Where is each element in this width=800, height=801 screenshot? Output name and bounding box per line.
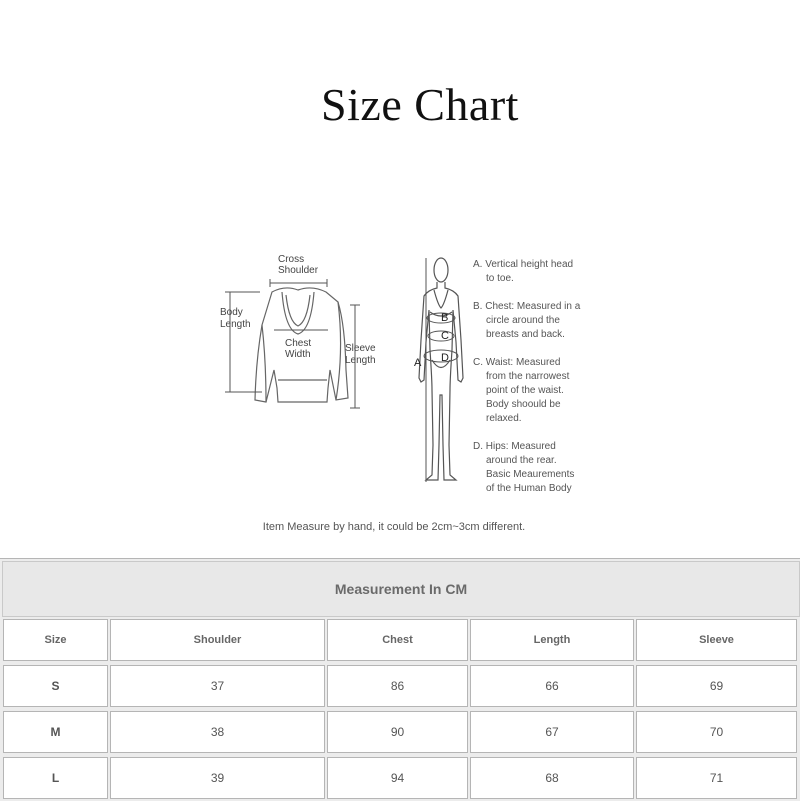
table-cell: L [3,757,108,799]
letter-b: B [441,312,449,324]
letter-a: A [414,357,422,369]
measurement-diagram [0,230,800,510]
table-cell: 70 [636,711,797,753]
table-header-cell: Size [3,619,108,661]
sleeve-length-label: Sleeve [345,343,376,354]
table-header-cell: Sleeve [636,619,797,661]
table-cell: S [3,665,108,707]
body-length-label: Body [220,307,243,318]
table-cell: M [3,711,108,753]
note-line: Basic Meaurements [486,469,575,480]
measurement-notes [473,259,581,494]
note-line: of the Human Body [486,483,572,494]
note-line: Body shoould be [486,399,561,410]
note-line: around the rear. [486,455,557,466]
table-header-cell: Length [470,619,634,661]
note-line: from the narrowest [486,371,570,382]
note-line: A. Vertical height head [473,259,574,270]
note-line: to toe. [486,273,514,284]
table-cell: 67 [470,711,634,753]
note-line: breasts and back. [486,329,565,340]
table-caption: Measurement In CM [2,561,800,617]
letter-d: D [441,352,449,364]
cross-shoulder-label: Cross [278,254,305,265]
chest-width-label: Chest [285,338,312,349]
table-cell: 66 [470,665,634,707]
table-cell: 69 [636,665,797,707]
cross-shoulder-label-2: Shoulder [278,265,319,276]
note-line: point of the waist. [486,385,564,396]
note-line: circle around the [486,315,560,326]
note-line: C. Waist: Measured [473,357,561,368]
table-cell: 38 [110,711,325,753]
table-cell: 68 [470,757,634,799]
note-line: D. Hips: Measured [473,441,556,452]
page-title: Size Chart [321,79,519,130]
table-cell: 94 [327,757,468,799]
table-header-cell: Shoulder [110,619,325,661]
table-cell: 71 [636,757,797,799]
table-header-cell: Chest [327,619,468,661]
sleeve-length-label-2: Length [345,355,376,366]
note-line: B. Chest: Measured in a [473,301,581,312]
size-table [0,558,800,801]
body-length-label-2: Length [220,319,251,330]
letter-c: C [441,330,449,342]
table-cell: 37 [110,665,325,707]
note-line: relaxed. [486,413,522,424]
table-cell: 90 [327,711,468,753]
table-cell: 86 [327,665,468,707]
chest-width-label-2: Width [285,349,311,360]
table-cell: 39 [110,757,325,799]
measure-disclaimer: Item Measure by hand, it could be 2cm~3cm different. [262,521,526,533]
